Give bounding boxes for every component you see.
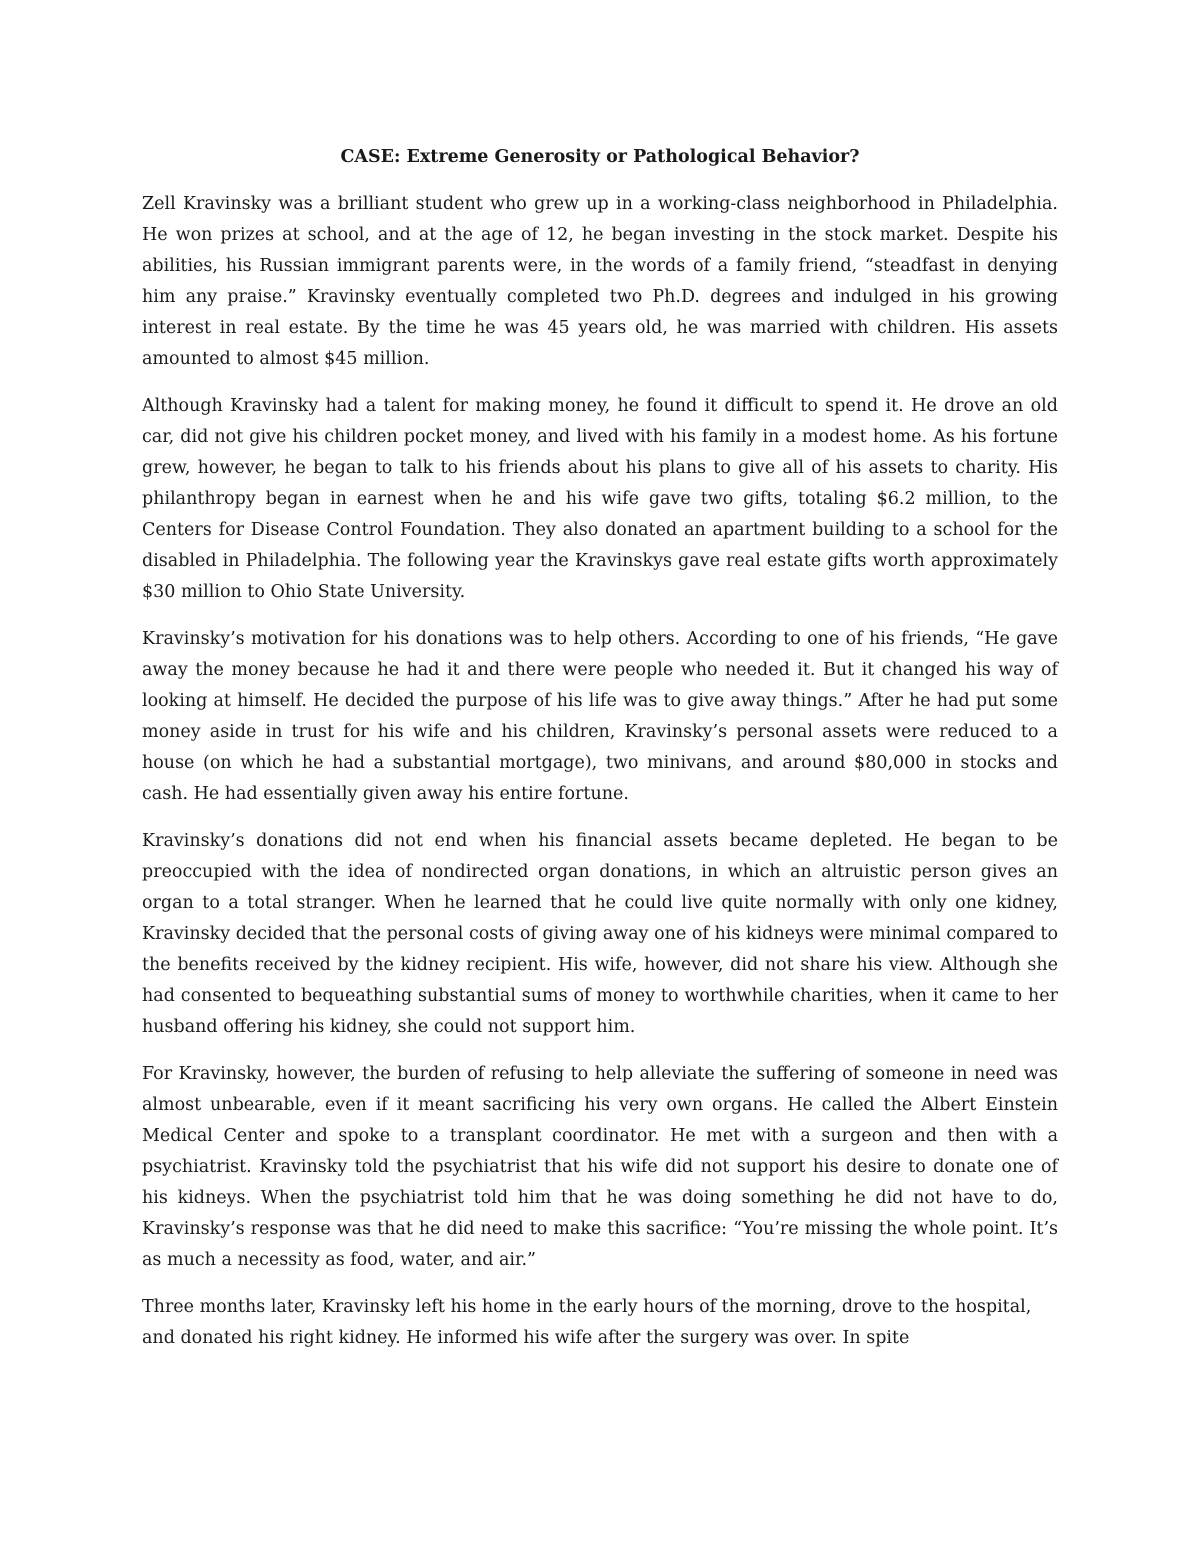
paragraph-1: Zell Kravinsky was a brilliant student who grew up in a working-class neighborhood in Philadelphia. He won prizes at school, and at the age of 12, he began investing in the stock market. Despite his abilities, his Russian immigrant parents were, in the words of a family friend, “steadfast in denying him any praise.” Kravinsky eventually completed two Ph.D. degrees and indulged in his growing interest in real estate. By the time he was 45 years old, he was married with children. His assets amounted to almost $45 million. (142, 194, 1058, 369)
document-title: CASE: Extreme Generosity or Pathological Behavior? (340, 147, 860, 167)
paragraph-3: Kravinsky’s motivation for his donations was to help others. According to one of his friends, “He gave away the money because he had it and there were people who needed it. But it changed his way of looking at himself. He decided the purpose of his life was to give away things.” After he had put some money aside in trust for his wife and his children, Kravinsky’s personal assets were reduced to a house (on which he had a substantial mortgage), two minivans, and around $80,000 in stocks and cash. He had essentially given away his entire fortune. (142, 629, 1058, 804)
paragraph-6: Three months later, Kravinsky left his home in the early hours of the morning, drove to the hospital, and donated his right kidney. He informed his wife after the surgery was over. In spite (142, 1297, 1032, 1348)
paragraph-5: For Kravinsky, however, the burden of refusing to help alleviate the suffering of someone in need was almost unbearable, even if it meant sacrificing his very own organs. He called the Albert Einstein Medical Center and spoke to a transplant coordinator. He met with a surgeon and then with a psychiatrist. Kravinsky told the psychiatrist that his wife did not support his desire to donate one of his kidneys. When the psychiatrist told him that he was doing something he did not have to do, Kravinsky’s response was that he did need to make this sacrifice: “You’re missing the whole point. It’s as much a necessity as food, water, and air.” (142, 1064, 1058, 1270)
paragraph-4: Kravinsky’s donations did not end when his financial assets became depleted. He began to be preoccupied with the idea of nondirected organ donations, in which an altruistic person gives an organ to a total stranger. When he learned that he could live quite normally with only one kidney, Kravinsky decided that the personal costs of giving away one of his kidneys were minimal compared to the benefits received by the kidney recipient. His wife, however, did not share his view. Although she had consented to bequeathing substantial sums of money to worthwhile charities, when it came to her husband offering his kidney, she could not support him. (142, 831, 1058, 1037)
document-page (142, 142, 1058, 1354)
paragraph-2: Although Kravinsky had a talent for making money, he found it difficult to spend it. He drove an old car, did not give his children pocket money, and lived with his family in a modest home. As his fortune grew, however, he began to talk to his friends about his plans to give all of his assets to charity. His philanthropy began in earnest when he and his wife gave two gifts, totaling $6.2 million, to the Centers for Disease Control Foundation. They also donated an apartment building to a school for the disabled in Philadelphia. The following year the Kravinskys gave real estate gifts worth approximately $30 million to Ohio State University. (142, 396, 1058, 602)
